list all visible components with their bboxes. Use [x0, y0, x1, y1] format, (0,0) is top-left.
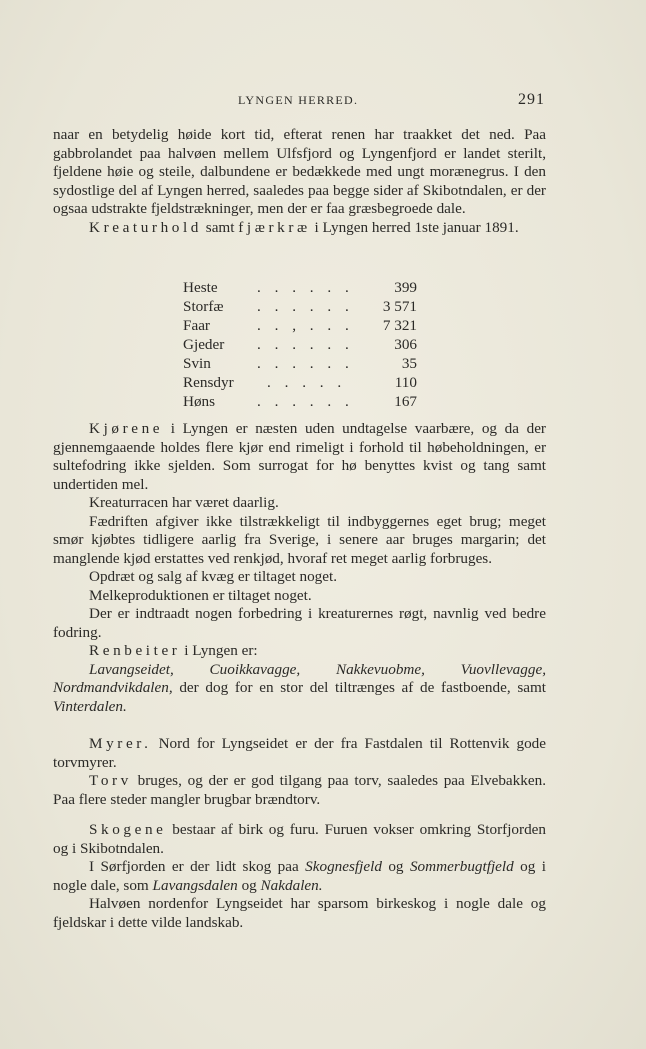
row-leader-dots: . . . . . .	[257, 279, 354, 296]
table-row	[183, 393, 423, 412]
paragraph-faedrift: Fædriften afgiver ikke tilstrækkeligt til indbyggernes eget brug; meget smør kjøbtes tidligere aarlig fra Sverige, i senere aar bruges margarin; det manglende kjød erstattes ved renkjød, hvoraf ret meget aarlig forbruges.	[53, 512, 546, 567]
table-row	[183, 298, 423, 317]
row-value: 110	[394, 374, 417, 391]
row-value: 167	[394, 393, 417, 410]
text-samt: samt	[201, 218, 239, 236]
row-label: Høns	[183, 393, 216, 410]
spaced-term-myrer: Myrer.	[89, 735, 152, 752]
row-leader-dots: . . . . . .	[257, 393, 354, 410]
row-leader-dots: . . . . . .	[257, 298, 354, 315]
paragraph-renbeiter	[53, 642, 546, 661]
spaced-term-torv: Torv	[89, 772, 132, 789]
text-block-top	[53, 126, 546, 237]
text-kjorene: i Lyngen er næsten uden undtagelse vaarbære, og da der gjennemgaaende holdes flere kjør end rimeligt i forhold til høbeholdningen, er sultefodring ikke sjelden. Som surrogat for hø benyttes kvist og tang samt undertiden mel.	[53, 420, 546, 493]
row-label: Heste	[183, 279, 218, 296]
row-leader-dots: . . . . . .	[257, 355, 354, 372]
place-names: Lavangseidet, Cuoikkavagge, Nakkevuobme, Vuovllevagge, Nordmandvikdalen,	[53, 660, 546, 696]
row-label: Storfæ	[183, 298, 224, 315]
row-value: 7 321	[382, 317, 417, 334]
table-row	[183, 355, 423, 374]
text-block-middle	[53, 420, 546, 716]
page-header	[0, 93, 646, 113]
paragraph-forbedring: Der er indtraadt nogen forbedring i kreaturernes røgt, navnlig ved bedre fodring.	[53, 605, 546, 641]
page-number: 291	[518, 91, 545, 108]
paragraph-landscape: naar en betydelig høide kort tid, efterat renen har traakket det ned. Paa gabbrolandet paa halvøen mellem Ulfsfjord og Lyngenfjord er landet sterilt, fjeldene høie og steile, dalbundene er bedækkede med ungt morænegrus. I den sydostlige del af Lyngen herred, saaledes paa begge sider af Skibotndalen, er der ogsaa udstrakte fjeldstrækninger, men der er faa græsbegroede dale.	[53, 126, 546, 217]
row-value: 3 571	[382, 298, 417, 315]
table-row	[183, 279, 423, 298]
spaced-term-fjaerkrae: fjærkræ	[238, 218, 311, 236]
text-block-skogene	[53, 821, 546, 932]
text-sorfjorden-b: og	[381, 858, 410, 875]
text-sorfjorden-c: og i nogle dale, som	[53, 858, 546, 894]
row-label: Rensdyr	[183, 374, 234, 391]
table-row	[183, 336, 423, 355]
paragraph-melk: Melkeproduktionen er tiltaget noget.	[89, 586, 312, 604]
row-leader-dots: . . , . . .	[257, 317, 354, 334]
paragraph-race: Kreaturracen har været daarlig.	[89, 494, 279, 511]
paragraph-sorfjorden	[53, 858, 546, 895]
row-label: Svin	[183, 355, 211, 372]
spaced-term-renbeiter: Renbeiter	[89, 642, 181, 659]
paragraph-halvoen: Halvøen nordenfor Lyngseidet har sparsom birkeskog i nogle dale og fjeldskar i dette vilde landskab.	[53, 895, 546, 931]
paragraph-torv	[53, 772, 546, 809]
row-leader-dots: . . . . . .	[257, 336, 354, 353]
spaced-term-kjorene: Kjørene	[89, 420, 164, 437]
spaced-term-skogene: Skogene	[89, 821, 167, 838]
paragraph-kjorene	[53, 420, 546, 494]
row-label: Gjeder	[183, 336, 225, 353]
text-places: der dog for en stor del tiltrænges af de fastboende, samt	[172, 679, 546, 696]
row-value: 35	[401, 355, 417, 372]
table-row	[183, 317, 423, 336]
place-sommerbugtfjeld: Sommerbugtfjeld	[409, 858, 514, 875]
paragraph-myrer	[53, 735, 546, 772]
livestock-table	[183, 279, 423, 412]
text-sorfjorden-d: og	[237, 876, 261, 894]
place-nakdalen: Nakdalen.	[260, 876, 323, 894]
text-skogene: bestaar af birk og furu. Furuen vokser omkring Storfjorden og i Skibotndalen.	[53, 821, 546, 857]
text-torv: bruges, og der er god tilgang paa torv, saaledes paa Elvebakken. Paa flere steder mangler brugbar brændtorv.	[53, 772, 546, 808]
text-block-myrer	[53, 735, 546, 809]
text-renbeiter: i Lyngen er:	[180, 642, 258, 659]
row-leader-dots: . . . . .	[267, 374, 347, 391]
place-lavangsdalen: Lavangsdalen	[152, 876, 238, 894]
text-sorfjorden-a: I Sørfjorden er der lidt skog paa	[89, 858, 306, 875]
spaced-term-kreaturhold: Kreaturhold	[89, 218, 202, 236]
text-myrer: Nord for Lyngseidet er der fra Fastdalen til Rottenvik gode torvmyrer.	[53, 735, 546, 771]
running-title: LYNGEN HERRED.	[238, 93, 359, 107]
paragraph-opdraet: Opdræt og salg af kvæg er tiltaget noget.	[89, 568, 338, 585]
place-skognesfjeld: Skognesfjeld	[305, 858, 382, 875]
paragraph-livestock-heading	[53, 219, 546, 238]
paragraph-places	[53, 661, 546, 717]
row-value: 399	[394, 279, 417, 296]
paragraph-skogene	[53, 821, 546, 858]
row-value: 306	[394, 336, 417, 353]
table-row	[183, 374, 423, 393]
text-livestock-date: i Lyngen herred 1ste januar 1891.	[310, 218, 519, 236]
row-label: Faar	[183, 317, 210, 334]
place-vinterdalen: Vinterdalen.	[53, 697, 127, 715]
